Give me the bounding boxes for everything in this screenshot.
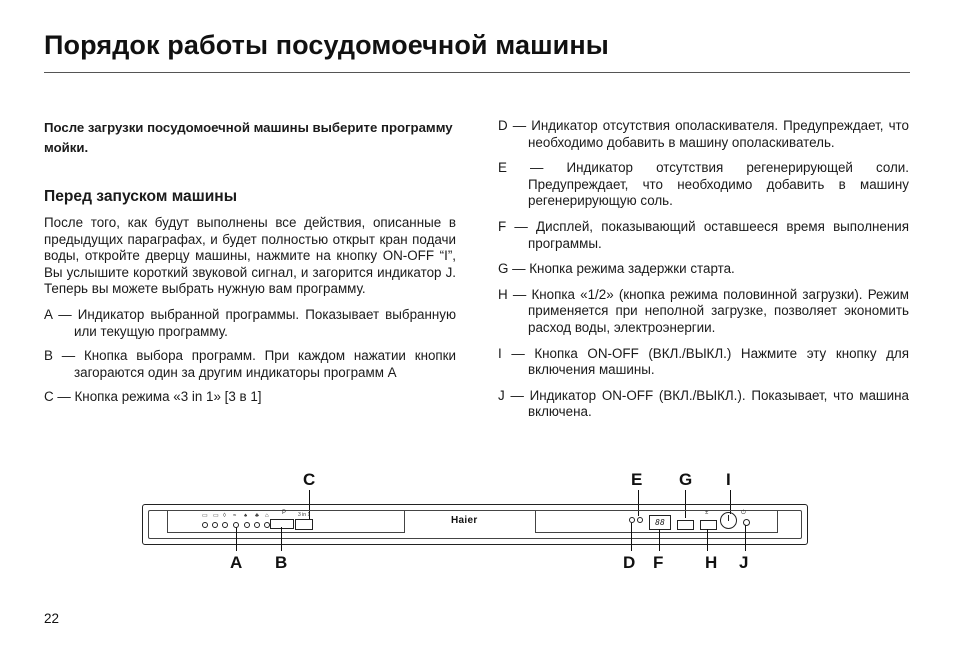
callout-d: D bbox=[623, 553, 636, 572]
item-a: A — Индикатор выбранной программы. Показывает выбранную или текущую программу. bbox=[44, 306, 456, 339]
callout-j: J bbox=[739, 553, 749, 572]
callout-g: G bbox=[679, 470, 693, 489]
power-icon: ⏻ bbox=[741, 510, 746, 516]
delay-start-button[interactable] bbox=[677, 520, 694, 530]
callout-h: H bbox=[705, 553, 718, 572]
program-led bbox=[222, 522, 228, 528]
title-divider bbox=[44, 72, 910, 73]
left-column bbox=[44, 118, 456, 414]
program-icon: ▭ bbox=[202, 513, 208, 519]
power-button[interactable] bbox=[720, 512, 737, 529]
three-in-one-button[interactable] bbox=[295, 519, 313, 530]
control-panel-diagram bbox=[0, 460, 954, 590]
leader-b bbox=[281, 527, 282, 551]
salt-indicator bbox=[637, 517, 643, 523]
item-c: C — Кнопка режима «3 in 1» [3 в 1] bbox=[44, 389, 262, 405]
program-icon: ⌂ bbox=[265, 513, 269, 519]
half-load-button[interactable] bbox=[700, 520, 717, 530]
program-icon: ≈ bbox=[233, 513, 237, 519]
item-b: B — Кнопка выбора программ. При каждом нажатии кнопки загораются один за другим индикаторы программ A bbox=[44, 348, 456, 380]
half-load-icon: ± bbox=[705, 510, 709, 516]
program-led bbox=[212, 522, 218, 528]
leader-a bbox=[236, 527, 237, 551]
page-title: Порядок работы посудомоечной машины bbox=[44, 30, 609, 60]
program-led bbox=[254, 522, 260, 528]
program-icon: ▭ bbox=[213, 513, 219, 519]
callout-c: C bbox=[303, 470, 316, 489]
leader-d bbox=[631, 523, 632, 551]
page-number: 22 bbox=[44, 611, 60, 626]
program-led bbox=[202, 522, 208, 528]
item-j: J — Индикатор ON-OFF (ВКЛ./ВЫКЛ.). Показывает, что машина включена. bbox=[498, 387, 909, 420]
callout-f: F bbox=[653, 553, 664, 572]
callout-i: I bbox=[726, 470, 731, 489]
callout-e: E bbox=[631, 470, 643, 489]
callout-a: A bbox=[230, 553, 243, 572]
program-icon: ♣ bbox=[255, 513, 259, 519]
body-paragraph: После того, как будут выполнены все действия, описанные в предыдущих параграфах, и будет полностью открыт кран подачи воды, откройте дверцу машины, нажмите на кнопку ON-OFF “I”, Вы услышите короткий звуковой сигнал, и загорится индикатор J. Теперь вы можете выбрать нужную вам программу. bbox=[44, 215, 456, 297]
program-button-icon: P bbox=[282, 510, 287, 516]
leader-j bbox=[745, 525, 746, 551]
time-display: 88 bbox=[649, 515, 671, 530]
item-d: D — Индикатор отсутствия ополаскивателя. Предупреждает, что необходимо добавить в машину ополаскиватель. bbox=[498, 118, 909, 150]
item-g: G — Кнопка режима задержки старта. bbox=[498, 261, 735, 277]
item-i: I — Кнопка ON-OFF (ВКЛ./ВЫКЛ.) Нажмите эту кнопку для включения машины. bbox=[498, 345, 909, 378]
section-title: Перед запуском машины bbox=[44, 188, 238, 205]
brand-logo: Haier bbox=[451, 515, 478, 526]
three-in-one-label: 3 in 1 bbox=[298, 512, 311, 518]
rinse-aid-indicator bbox=[629, 517, 635, 523]
leader-h bbox=[707, 529, 708, 551]
item-h: H — Кнопка «1/2» (кнопка режима половинной загрузки). Режим применяется при неполной загрузке, позволяет экономить расход воды, электроэнергии. bbox=[498, 286, 909, 335]
item-f: F — Дисплей, показывающий оставшееся время выполнения программы. bbox=[498, 218, 909, 251]
program-icon: ◊ bbox=[223, 513, 226, 519]
leader-f bbox=[659, 529, 660, 551]
item-e: E — Индикатор отсутствия регенерирующей соли. Предупреждает, что необходимо добавить в машину регенерирующую соль. bbox=[498, 160, 909, 209]
program-select-button[interactable] bbox=[270, 519, 294, 529]
intro-text: После загрузки посудомоечной машины выберите программу мойки. bbox=[44, 120, 453, 155]
program-icon: ♠ bbox=[244, 513, 248, 519]
right-column bbox=[498, 118, 909, 430]
callout-b: B bbox=[275, 553, 288, 572]
program-led bbox=[244, 522, 250, 528]
